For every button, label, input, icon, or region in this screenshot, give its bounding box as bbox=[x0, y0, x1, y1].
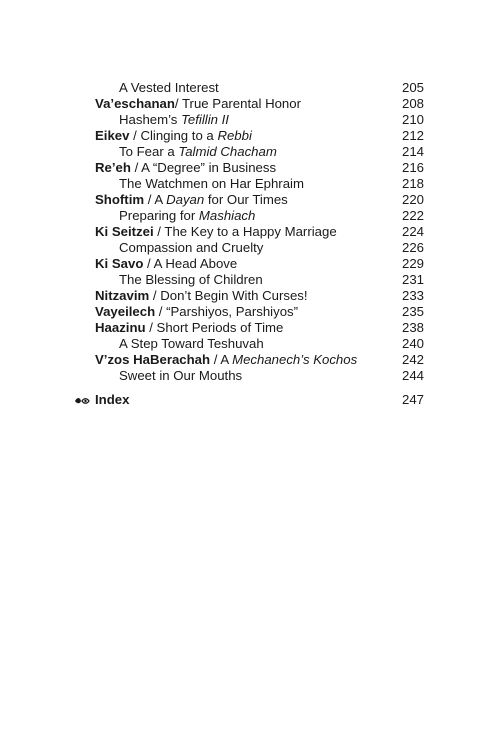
toc-entry-page: 244 bbox=[401, 368, 424, 383]
toc-entry-page: 231 bbox=[401, 272, 424, 287]
toc-entry-title-segment: Shoftim bbox=[95, 192, 145, 207]
toc-entry[interactable] bbox=[0, 144, 500, 160]
toc-entry-title-segment: Hashem’s bbox=[119, 112, 182, 127]
toc-entry-title-segment: Tefillin II bbox=[181, 112, 229, 127]
toc-entry-page: 238 bbox=[401, 320, 424, 335]
toc-entry[interactable] bbox=[0, 368, 500, 384]
toc-entry-title-segment: A Step Toward Teshuvah bbox=[119, 336, 264, 351]
toc-entry-page: 205 bbox=[401, 80, 424, 95]
toc-entry-page: 220 bbox=[401, 192, 424, 207]
toc-entry-title-segment: / Short Periods of Time bbox=[145, 320, 284, 335]
toc-entry-title bbox=[95, 304, 298, 320]
toc-entry-page: 214 bbox=[401, 144, 424, 159]
toc-entry[interactable] bbox=[0, 304, 500, 320]
toc-entry-title-segment: / “Parshiyos, Parshiyos” bbox=[155, 304, 299, 319]
toc-entry-title bbox=[119, 272, 263, 288]
toc-entry-title-segment: Mechanech’s Kochos bbox=[232, 352, 358, 367]
toc-entry-title-segment: for Our Times bbox=[204, 192, 288, 207]
toc-entry-title-segment: Re’eh bbox=[95, 160, 131, 175]
toc-entry[interactable] bbox=[0, 320, 500, 336]
toc-entry-title-segment: / A Head Above bbox=[143, 256, 238, 271]
toc-entry-title-segment: Ki Savo bbox=[95, 256, 144, 271]
toc-entry-page: 233 bbox=[401, 288, 424, 303]
toc-entry[interactable] bbox=[0, 192, 500, 208]
toc-entry-title bbox=[119, 208, 255, 224]
toc-entry-title-segment: V’zos HaBerachah bbox=[95, 352, 211, 367]
toc-entry-title-segment: Talmid Chacham bbox=[178, 144, 277, 159]
toc-entry-title bbox=[95, 192, 288, 208]
toc-entry-title bbox=[119, 336, 264, 352]
toc-entry-title bbox=[119, 240, 263, 256]
toc-index-entry[interactable] bbox=[0, 392, 500, 408]
toc-entry-title-segment: Rebbi bbox=[217, 128, 252, 143]
toc-entry-title-segment: Ki Seitzei bbox=[95, 224, 154, 239]
toc-entry-page: 212 bbox=[401, 128, 424, 143]
toc-entry-page: 226 bbox=[401, 240, 424, 255]
toc-entry-title-segment: / A bbox=[210, 352, 233, 367]
toc-entry[interactable] bbox=[0, 208, 500, 224]
toc-entry[interactable] bbox=[0, 96, 500, 112]
toc-index-page: 247 bbox=[401, 392, 424, 407]
toc-entry[interactable] bbox=[0, 128, 500, 144]
toc-entry-title-segment: / A bbox=[144, 192, 167, 207]
toc-entry[interactable] bbox=[0, 240, 500, 256]
toc-entry-title bbox=[119, 368, 242, 384]
toc-entry-title bbox=[95, 320, 283, 336]
toc-entry-page: 208 bbox=[401, 96, 424, 111]
toc-entry[interactable] bbox=[0, 160, 500, 176]
toc-entry-title-segment: Mashiach bbox=[198, 208, 256, 223]
toc-entry-title-segment: / True Parental Honor bbox=[174, 96, 301, 111]
toc-entry-page: 240 bbox=[401, 336, 424, 351]
toc-entry-title bbox=[95, 96, 301, 112]
table-of-contents bbox=[0, 80, 500, 384]
toc-entry-page: 242 bbox=[401, 352, 424, 367]
toc-entry-title-segment: Haazinu bbox=[95, 320, 146, 335]
toc-entry-title bbox=[119, 80, 219, 96]
toc-entry-title bbox=[95, 352, 357, 368]
toc-entry-title-segment: / A “Degree” in Business bbox=[130, 160, 277, 175]
toc-entry[interactable] bbox=[0, 336, 500, 352]
toc-entry-title-segment: The Watchmen on Har Ephraim bbox=[119, 176, 304, 191]
toc-entry-title-segment: Preparing for bbox=[119, 208, 199, 223]
toc-entry-title-segment: Sweet in Our Mouths bbox=[119, 368, 243, 383]
toc-entry-title-segment: Nitzavim bbox=[95, 288, 150, 303]
toc-entry-title bbox=[95, 160, 276, 176]
toc-entry-page: 224 bbox=[401, 224, 424, 239]
toc-entry-title-segment: Compassion and Cruelty bbox=[119, 240, 264, 255]
toc-entry-title bbox=[95, 256, 237, 272]
toc-entry-page: 210 bbox=[401, 112, 424, 127]
toc-entry-page: 216 bbox=[401, 160, 424, 175]
toc-entry-page: 218 bbox=[401, 176, 424, 191]
toc-entry-title-segment: / The Key to a Happy Marriage bbox=[153, 224, 337, 239]
toc-entry-page: 229 bbox=[401, 256, 424, 271]
toc-entry-page: 235 bbox=[401, 304, 424, 319]
ornament-icon bbox=[74, 396, 90, 406]
toc-entry-title bbox=[95, 128, 252, 144]
toc-entry-title-segment: Eikev bbox=[95, 128, 130, 143]
toc-entry[interactable] bbox=[0, 176, 500, 192]
toc-entry-title bbox=[119, 176, 304, 192]
toc-entry[interactable] bbox=[0, 288, 500, 304]
toc-entry-title bbox=[119, 144, 277, 160]
toc-entry[interactable] bbox=[0, 272, 500, 288]
toc-entry-title bbox=[119, 112, 229, 128]
toc-entry-title-segment: The Blessing of Children bbox=[119, 272, 263, 287]
toc-entry[interactable] bbox=[0, 80, 500, 96]
toc-entry[interactable] bbox=[0, 352, 500, 368]
toc-entry[interactable] bbox=[0, 256, 500, 272]
toc-entry-page: 222 bbox=[401, 208, 424, 223]
toc-entry-title-segment: / Don’t Begin With Curses! bbox=[149, 288, 308, 303]
toc-entry-title-segment: To Fear a bbox=[119, 144, 179, 159]
toc-entry-title bbox=[95, 288, 308, 304]
toc-index-label: Index bbox=[95, 392, 130, 407]
toc-entry-title-segment: Dayan bbox=[166, 192, 205, 207]
toc-entry-title-segment: Va’eschanan bbox=[95, 96, 175, 111]
toc-entry[interactable] bbox=[0, 224, 500, 240]
toc-entry-title-segment: A Vested Interest bbox=[119, 80, 219, 95]
toc-entry-title-segment: / Clinging to a bbox=[129, 128, 218, 143]
toc-entry-title bbox=[95, 224, 337, 240]
toc-entry-title-segment: Vayeilech bbox=[95, 304, 156, 319]
toc-entry[interactable] bbox=[0, 112, 500, 128]
